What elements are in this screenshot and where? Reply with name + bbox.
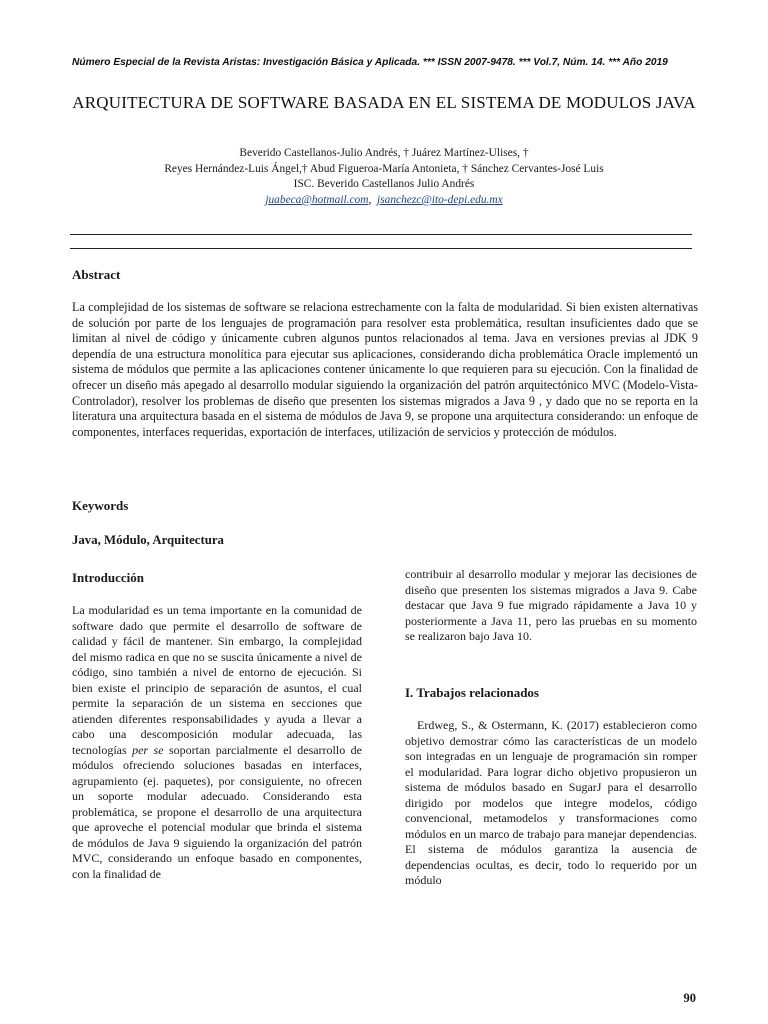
intro-text-part2: soportan parcialmente el desarrollo de módulos ofreciendo soluciones basadas en interfaces, agrupamiento (ej. paquetes), por consiguiente, no ofrecen un soporte modular adecuado. Considerando esta problemática, se propone el desarrollo de una arquitectura que aproveche el potencial modular que brinda el sistema de módulos de Java 9 siguiendo la organización del patrón MVC, considerando un enfoque basado en componentes, con la finalidad de — [72, 742, 362, 881]
abstract-heading: Abstract — [72, 267, 121, 282]
abstract-paragraph: La complejidad de los sistemas de software se relaciona estrechamente con la falta de modularidad. Si bien existen alternativas de solución por parte de los lenguajes de programación para resolver esta problemática, resultan insuficientes dado que se limitan al nivel de código y únicamente cubren algunos puntos relacionados al tema. Java en versiones previas al JDK 9 dependía de una estructura monolítica para ejecutar sus aplicaciones, considerando dicha problemática Oracle implementó un sistema de módulos que permite a las aplicaciones contener únicamente lo que requieren para su ejecución. Con la finalidad de ofrecer un diseño más apegado al desarrollo modular siguiendo la organización del patrón arquitectónico MVC (Modelo-Vista-Controlador), resolver los problemas de diseño que presenten los sistemas migrados a Java 9 , y dado que no se reporta en la literatura una arquitectura basada en el sistema de módulos de Java 9, se propone una arquitectura considerando: un enfoque de componentes, interfaces requeridas, exportación de interfaces, utilización de servicios y protección de módulos. — [72, 300, 698, 439]
author-emails — [60, 193, 708, 209]
journal-header: Número Especial de la Revista Aristas: Investigación Básica y Aplicada. *** ISSN 2007-9478. *** Vol.7, Núm. 14. *** Año 2019 — [72, 57, 668, 68]
author-line-3: ISC. Beverido Castellanos Julio Andrés — [293, 178, 475, 191]
divider-top — [70, 234, 692, 235]
related-work-heading: I. Trabajos relacionados — [405, 685, 539, 700]
email-link-1[interactable]: juabeca@hotmail.com — [265, 193, 369, 206]
intro-column-right — [405, 567, 697, 645]
author-line-1: Beverido Castellanos-Julio Andrés, † Juárez Martínez-Ulises, † — [239, 147, 529, 159]
related-work-column — [405, 718, 697, 889]
related-work-paragraph: Erdweg, S., & Ostermann, K. (2017) establecieron como objetivo demostrar cómo las características de un modelo son integradas en un lenguaje de programación sin romper el modularidad. Para lograr dicho objetivo propusieron un sistema de módulos basado en SugarJ para el desarrollo dirigido por modelos que integre modelos, código convencional, metamodelos y transformaciones como módulos en un marco de trabajo para manejar dependencias. El sistema de módulos garantiza la ausencia de dependencias ocultas, es decir, todo lo requerido por un módulo — [405, 718, 697, 887]
intro-continuation: contribuir al desarrollo modular y mejorar las decisiones de diseño que presenten los sistemas migrados a Java 9. Cabe destacar que Java 9 fue migrado rápidamente a Java 10 y posteriormente a Java 11, pero las pruebas en su momento se realizaron bajo Java 10. — [405, 567, 697, 643]
intro-text-part1: La modularidad es un tema importante en la comunidad de software dado que permite el desarrollo de software de calidad y fácil de mantener. Sin embargo, la complejidad del mismo radica en que no se suscita únicamente a nivel de código, sino también a nivel de entorno de ejecución. Si bien existe el principio de separación de asuntos, el cual permite la separación de un sistema en secciones que atienden diferentes responsabilidades y ayuda a llevar a cabo una descomposición modular adecuada, las tecnologías — [72, 603, 362, 757]
author-line-2: Reyes Hernández-Luis Ángel,† Abud Figueroa-María Antonieta, † Sánchez Cervantes-José Luis — [164, 162, 604, 175]
intro-paragraph — [72, 603, 362, 882]
keywords-values: Java, Módulo, Arquitectura — [72, 533, 224, 547]
paper-title: ARQUITECTURA DE SOFTWARE BASADA EN EL SISTEMA DE MODULOS JAVA — [72, 93, 696, 112]
abstract-body — [72, 300, 698, 440]
intro-italic-phrase: per se — [132, 742, 164, 757]
page-number: 90 — [683, 991, 696, 1005]
divider-bottom — [70, 248, 692, 249]
author-block — [60, 146, 708, 208]
intro-heading: Introducción — [72, 570, 144, 585]
keywords-heading: Keywords — [72, 498, 129, 513]
email-link-2[interactable]: jsanchezc@ito-depi.edu.mx — [377, 193, 503, 206]
email-separator: , — [368, 193, 372, 206]
intro-column-left — [72, 603, 362, 882]
